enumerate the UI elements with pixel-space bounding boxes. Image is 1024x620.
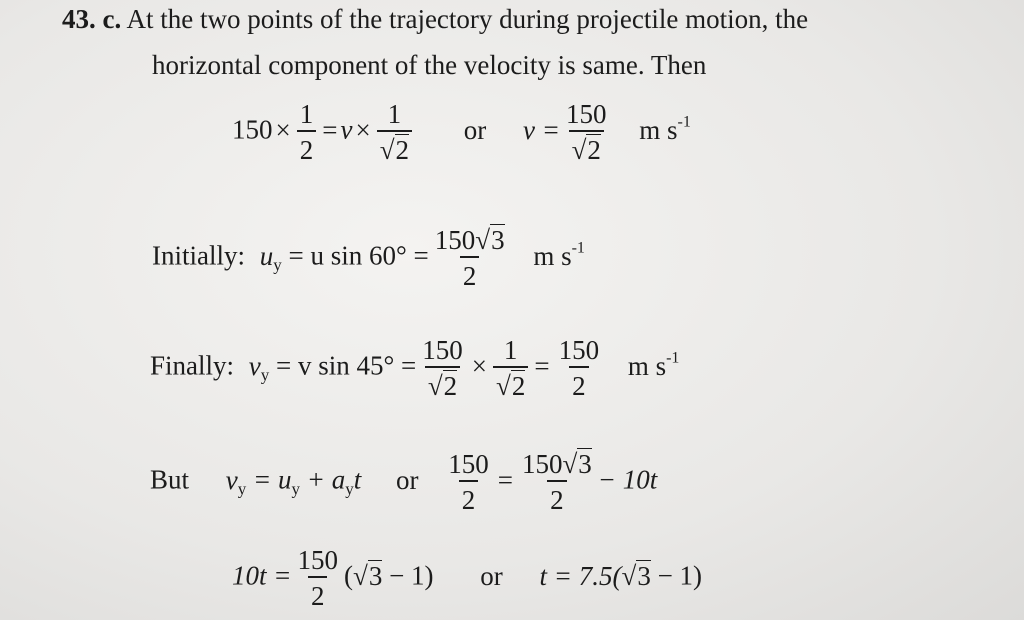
finally-f2-radicand: 2 [511,371,526,402]
finally-expression: = v sin 45° = [276,350,417,381]
eq1-result-den [569,130,604,164]
initially-num [432,226,508,256]
eq1-inv-root2-fraction [377,100,412,165]
initially-label: Initially: [152,240,245,271]
eq1-v-equals: v = [523,114,560,145]
initially-num-coef: 150 [434,225,476,255]
final-num: 150 [297,545,338,575]
sqrt-sign: √ [475,225,491,255]
initially-radicand: 3 [491,225,505,255]
problem-header [62,4,808,35]
finally-f1-radicand: 2 [443,371,458,402]
initially-u: u [259,240,274,271]
initially-expression: = u sin 60° = [288,240,429,271]
finally-f3-num: 150 [558,335,600,365]
eq1-unit: m s [639,114,678,145]
intro-text-line2 [152,50,706,81]
finally-f2-num: 1 [503,335,518,365]
eq1-radicand: 2 [395,135,410,166]
but-f2-coef: 150 [521,449,563,479]
final-radicand: 3 [368,560,383,591]
but-equals: = [497,464,513,495]
eq1-result-radicand: 2 [587,135,601,166]
finally-times: × [471,350,487,381]
finally-fraction-3 [556,336,603,401]
intro-text-line2-content: horizontal component of the velocity is same. Then [152,50,707,80]
but-v: v [225,464,238,495]
initially-den: 2 [460,256,480,290]
final-den: 2 [308,576,328,610]
eq1-v: v [340,114,353,145]
eq1-result-num: 150 [565,99,607,129]
equation-velocity-match [232,100,691,165]
finally-label: Finally: [150,350,235,381]
sqrt-sign: √ [379,135,395,166]
finally-v: v [248,350,261,381]
but-tail: − 10t [597,464,658,495]
final-paren-open: ( [343,560,353,591]
finally-equals: = [534,350,550,381]
final-t-equals: t = 7.5( [539,560,622,591]
sqrt-sign: √ [562,449,578,479]
problem-number: 43. [62,4,96,34]
final-or: or [480,560,503,591]
eq1-half-fraction [297,100,317,165]
eq1-or: or [463,114,487,145]
equation-finally [150,336,679,401]
sqrt-sign: √ [427,371,443,402]
eq1-coefficient: 150 [232,114,273,145]
but-f2-den: 2 [547,480,567,514]
sqrt-sign: √ [571,135,587,166]
finally-fraction-1 [419,336,466,401]
initially-fraction [432,226,508,291]
eq1-inv-num: 1 [387,99,402,129]
answer-option: c. [102,4,122,34]
eq1-times-2: × [355,114,371,145]
but-f2-num [519,450,595,480]
eq1-equals: = [322,114,338,145]
eq1-inv-den [377,130,412,164]
but-t: t [353,464,362,495]
intro-text-line1: At the two points of the trajectory during projectile motion, the [126,4,809,34]
finally-unit: m s [627,350,667,381]
but-label: But [150,464,190,495]
eq1-half-den: 2 [297,130,317,164]
final-minus-one-2: − 1) [650,560,703,591]
equation-initially [152,226,585,291]
eq1-result-fraction [563,100,610,165]
equation-but [150,450,657,515]
final-lhs: 10t = [232,560,292,591]
initially-sub-y: y [273,255,282,275]
but-fraction-1 [445,450,492,515]
but-f2-radicand: 3 [578,449,592,479]
finally-f1-num: 150 [422,335,463,365]
but-v-sub: y [237,479,247,499]
initially-unit-exp: -1 [571,239,585,257]
eq1-times: × [275,114,291,145]
finally-f1-den [425,366,460,400]
equation-final [232,546,702,611]
finally-unit-exp: -1 [666,349,680,367]
but-or: or [395,464,419,495]
sqrt-sign: √ [621,560,637,591]
eq1-unit-exp: -1 [677,113,691,131]
but-f1-den: 2 [459,480,479,514]
eq1-half-num: 1 [299,99,314,129]
finally-sub-y: y [260,365,270,385]
final-radicand-2: 3 [637,560,651,591]
but-relation: = u [253,464,292,495]
finally-f2-den [493,366,528,400]
finally-fraction-2 [493,336,528,401]
but-f1-num: 150 [448,449,489,479]
finally-f3-den: 2 [569,366,589,400]
sqrt-sign: √ [496,371,511,402]
but-a-sub: y [345,479,354,499]
final-fraction [294,546,341,611]
but-plus-a: + a [306,464,346,495]
final-minus-one: − 1) [382,560,434,591]
but-fraction-2 [519,450,595,515]
sqrt-sign: √ [352,560,368,591]
initially-unit: m s [533,240,572,271]
but-u-sub: y [291,479,300,499]
